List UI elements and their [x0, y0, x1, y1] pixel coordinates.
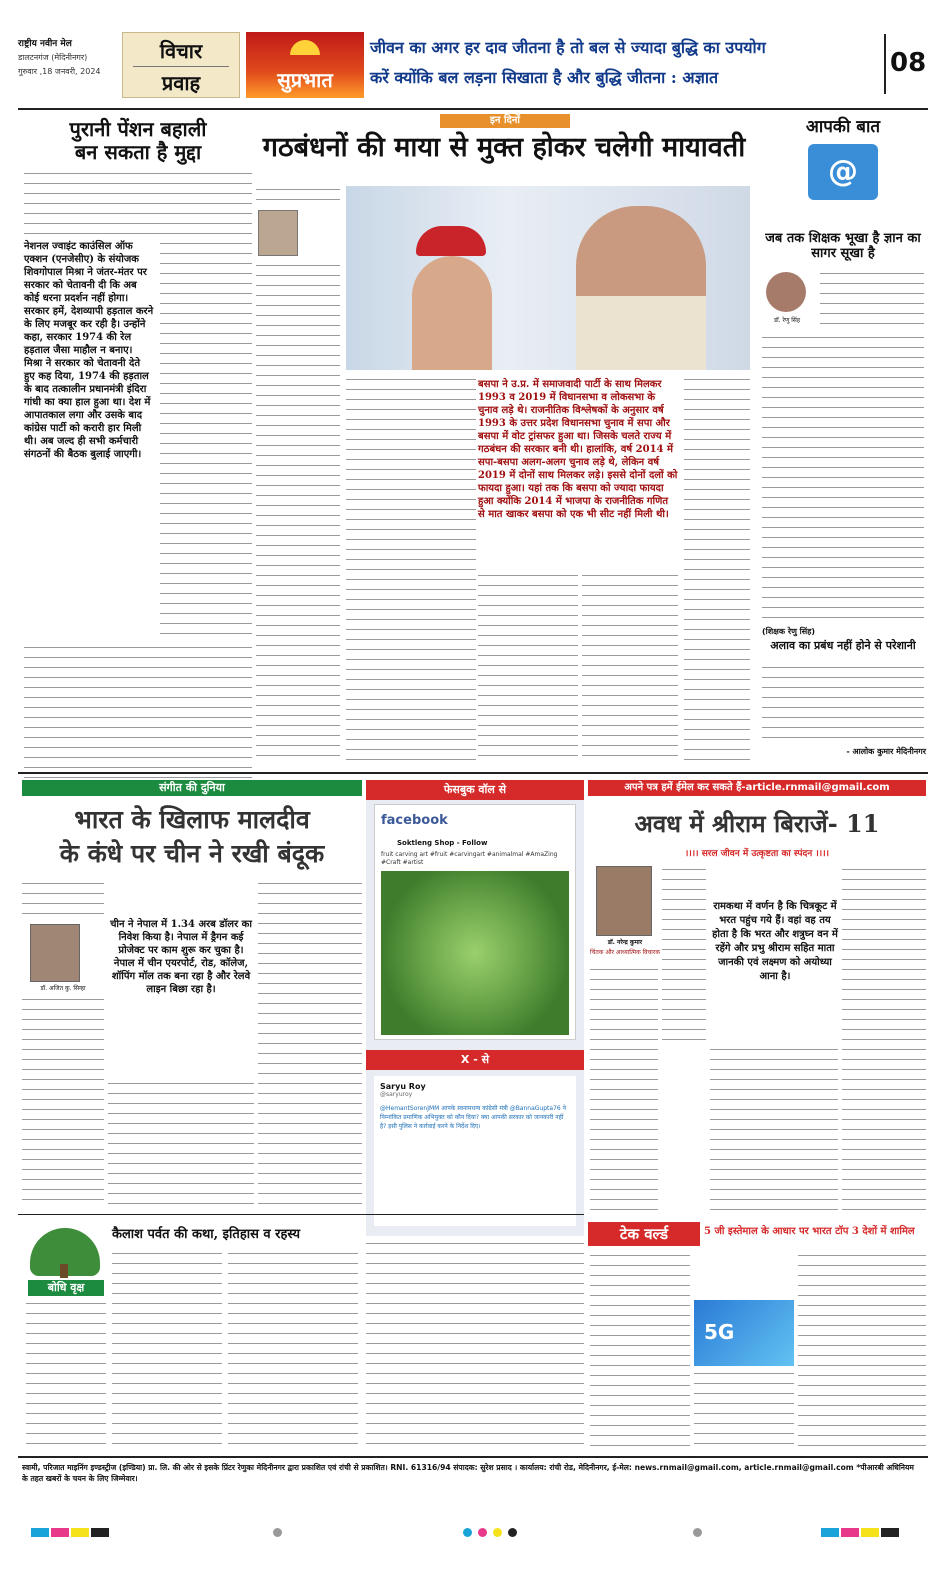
- facebook-post-user: Soktleng Shop - Follow: [397, 839, 488, 847]
- fruit-carving-image: [381, 871, 569, 1035]
- mayawati-pullquote: बसपा ने उ.प्र. में समाजवादी पार्टी के साथ मिलकर 1993 व 2019 में विधानसभा व लोकसभा के चुनाव लड़े थे। राजनीतिक विश्लेषकों के अनुसार वर्ष 1993 के उत्तर प्रदेश विधानसभा चुनाव में सपा और बसपा में वोट ट्रांसफर हुआ था। जिसके चलते राज्य में गठबंधन की सरकार बनी थी। हालांकि, वर्ष 2014 में सपा-बसपा अलग-अलग चुनाव लड़े थे, लेकिन वर्ष 2019 में दोनों साथ मिलकर लड़े। इससे दोनों दलों को फायदा हुआ। यहां तक कि बसपा को ज्यादा फायदा हुआ क्योंकि 2014 में भाजपा के राजनीतिक गणित से मात खाकर बसपा को एक भी सीट नहीं मिली थी।: [478, 379, 678, 520]
- facebook-app-name: facebook: [381, 813, 448, 828]
- aapki-second-signature: - आलोक कुमार मेदिनीनगर: [846, 747, 926, 756]
- x-user: Saryu Roy: [380, 1082, 426, 1091]
- aapki-author-caption: डॉ. रेणु सिंह: [773, 317, 801, 324]
- suprabhat-label: सुप्रभात: [277, 68, 333, 92]
- bodhi-tree-label: बोधि वृक्ष: [28, 1280, 104, 1296]
- pension-article: [24, 118, 252, 768]
- quote-line-2: करें क्योंकि बल लड़ना सिखाता है और बुद्धि जीतना : अज्ञात: [370, 68, 719, 87]
- maldives-callout: चीन ने नेपाल में 1.34 अरब डॉलर का निवेश किया है। नेपाल में ड्रैगन कई प्रोजेक्ट पर काम शुरू कर चुका है। नेपाल में चीन एयरपोर्ट, रोड, कॉलेज, शॉपिंग मॉल तक बना रहा है और रेलवे लाइन बिछा रहा है।: [110, 919, 252, 995]
- person-left-icon: [412, 256, 492, 370]
- pension-headline-2: बन सकता है मुद्दा: [74, 140, 202, 164]
- aapki-baat-header: [760, 118, 926, 228]
- aapki-signature: (शिक्षक रेणु सिंह): [762, 627, 816, 636]
- facebook-wall-section: [366, 780, 584, 1236]
- page-number: 08: [890, 48, 927, 78]
- section-badge: [122, 32, 240, 98]
- facebook-phone-screen: [374, 804, 576, 1040]
- maldives-author-caption: डॉ. अजित कु. सिन्हा: [40, 985, 86, 992]
- mayawati-headline: गठबंधनों की माया से मुक्त होकर चलेगी मायावती: [262, 132, 746, 163]
- author-photo: [258, 210, 298, 256]
- x-section-label: X - से: [366, 1050, 584, 1070]
- section-top: विचार: [159, 39, 203, 63]
- email-at-icon: @: [808, 144, 878, 200]
- ayodhya-callout: रामकथा में वर्णन है कि चित्रकूट में भरत पहुंच गये हैं। वहां वह तय होता है कि भरत और शत्रुघ्न वन में रहेंगे और प्रभु श्रीराम सहित माता जानकी एवं लक्ष्मण को अयोध्या आना है।: [712, 901, 838, 982]
- kailash-headline: कैलाश पर्वत की कथा, इतिहास व रहस्य: [112, 1227, 300, 1242]
- ayodhya-author-caption: डॉ. नरेन्द्र कुमार: [607, 939, 643, 946]
- suprabhat-banner: [246, 32, 364, 98]
- section-bottom: प्रवाह: [161, 71, 201, 95]
- quote-line-1: जीवन का अगर हर दाव जीतना है तो बल से ज्यादा बुद्धि का उपयोग: [370, 38, 766, 57]
- x-post: [374, 1076, 576, 1226]
- masthead-left: [18, 36, 122, 77]
- ayodhya-author-title: चिंतक और आध्यात्मिक विचारक: [590, 949, 660, 956]
- color-registration-strip: [30, 1520, 910, 1534]
- tech-headline: 5 जी इस्तेमाल के आधार पर भारत टॉप 3 देशों में शामिल: [704, 1226, 915, 1237]
- ayodhya-subhead: ।।।। सरल जीवन में उत्कृष्टता का स्पंदन ।।।।: [684, 849, 830, 859]
- sangeet-label: संगीत की दुनिया: [22, 780, 362, 796]
- aapki-author-photo: [766, 272, 806, 312]
- 5g-badge: 5G: [704, 1320, 735, 1344]
- facebook-post-text: fruit carving art #fruit #carvingart #animalmal #AmaZing #Craft #artist: [381, 851, 558, 866]
- paper-date: गुरुवार ,18 जनवरी, 2024: [18, 67, 101, 76]
- pension-headline-1: पुरानी पेंशन बहाली: [69, 117, 207, 141]
- maldives-author-photo: [30, 924, 80, 982]
- tech-label: टेक वर्ल्ड: [588, 1222, 700, 1246]
- x-handle: @saryuroy: [380, 1091, 413, 1098]
- paper-location: डालटनगंज (मेदिनीनगर): [18, 53, 88, 62]
- aapki-baat-title: आपकी बात: [805, 117, 881, 137]
- facebook-wall-label: फेसबुक वॉल से: [366, 780, 584, 800]
- maldives-headline-1: भारत के खिलाफ मालदीव: [74, 805, 310, 834]
- 5g-image: [694, 1300, 794, 1366]
- sun-icon: [290, 40, 320, 55]
- maldives-headline-2: के कंधे पर चीन ने रखी बंदूक: [59, 839, 325, 868]
- pension-callout: नेशनल ज्वाइंट काउंसिल ऑफ एक्शन (एनजेसीए) के संयोजक शिवगोपाल मिश्रा ने जंतर-मंतर पर सरकार को चेतावनी दी कि अब कोई धरना प्रदर्शन नहीं होगा। सरकार हमें, देशव्यापी हड़ताल करने के लिए मजबूर कर रही है। उन्होंने कहा, सरकार 1974 की रेल हड़ताल जैसा माहौल न बनाए। मिश्रा ने सरकार को चेतावनी देते हुए कह दिया, 1974 की हड़ताल के बाद तत्कालीन प्रधानमंत्री इंदिरा गांधी का क्या हाल हुआ था। देश में आपातकाल लगा और उसके बाद कांग्रेस पार्टी को करारी हार मिली थी। अब जल्द ही सभी कर्मचारी संगठनों की बैठक बुलाई जाएगी।: [24, 241, 154, 460]
- daily-quote: [370, 36, 880, 88]
- email-bar: अपने पत्र हमें ईमेल कर सकते हैं-article.rnmail@gmail.com: [588, 780, 926, 796]
- aapki-second-head: अलाव का प्रबंध नहीं होने से परेशानी: [770, 639, 916, 652]
- paper-name: राष्ट्रीय नवीन मेल: [18, 39, 72, 49]
- aapki-baat-subhead: जब तक शिक्षक भूखा है ज्ञान का सागर सूखा है: [765, 231, 921, 261]
- red-cap-icon: [416, 226, 486, 256]
- imprint: स्वामी, परिजात माइनिंग इण्डस्ट्रीज (इण्डिया) प्रा. लि. की ओर से इसके प्रिंटर रेणुका मेदिनीनगर द्वारा प्रकाशित एवं रांची से प्रकाशित। RNI. 61316/94 संपादक: सुरेश प्रसाद । कार्यालय: रांची रोड, मेदिनीनगर, ई-मेल: news.rnmail@gmail.com, article.rnmail@gmail.com *पीआरबी अधिनियम के तहत खबरों के चयन के लिए जिम्मेवार।: [22, 1463, 914, 1483]
- mayawati-tag: इन दिनों: [440, 114, 570, 128]
- ayodhya-headline: अवध में श्रीराम बिराजें- 11: [634, 809, 880, 838]
- x-text: @HemantSorenJMM आपके स्वनामधन्य कांग्रेसी मंत्री @BannaGupta76 ने निम्नांकित प्रमाणिक अभियुक्त को कौन दिया? क्या आपकी सरकार को जानकारी नहीं है? इसी पुलिस ने कार्रवाई करने के निर्देश दिए।: [380, 1105, 566, 1130]
- masthead: [18, 30, 928, 104]
- ayodhya-author-photo: [596, 866, 652, 936]
- politicians-photo: [346, 186, 750, 370]
